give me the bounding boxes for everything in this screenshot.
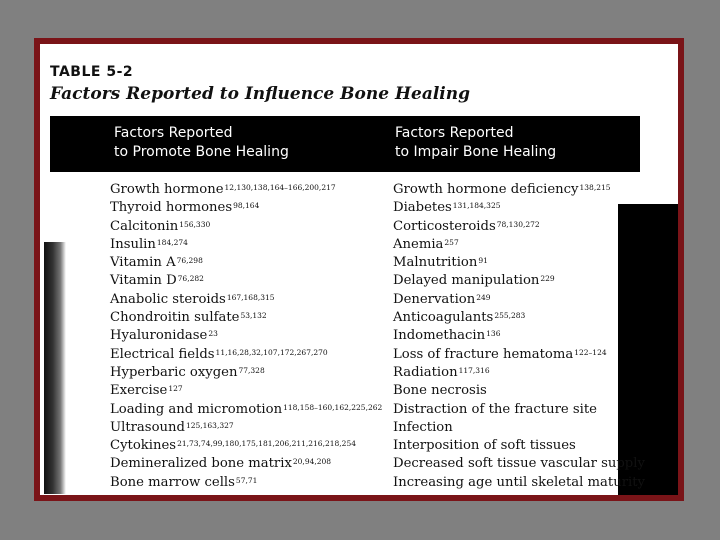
promote-item [110,401,382,419]
impair-factor-text: Growth hormone deficiency [393,182,579,197]
promote-factor-text: Electrical fields [110,346,215,362]
impair-item [393,474,645,492]
table-header-bar [50,116,640,172]
promote-reference-numbers: 57,71 [235,475,258,485]
impair-factor-text: Radiation [393,364,458,380]
impair-item [393,364,645,382]
impair-reference-numbers: 117,316 [458,365,490,375]
impair-factor-text: Infection [393,419,453,435]
promote-item [110,455,382,473]
impair-item [393,346,645,364]
impair-reference-numbers: 138,215 [579,183,611,192]
promote-item [110,382,382,400]
promote-reference-numbers: 127 [168,384,183,394]
impair-reference-numbers: 131,184,325 [452,201,501,211]
promote-item [110,346,382,364]
promote-item [110,309,382,327]
promote-reference-numbers: 184,274 [156,237,188,247]
impair-factor-text: Increasing age until skeletal maturity [393,474,645,490]
impair-reference-numbers: 91 [478,256,488,266]
impair-reference-numbers: 257 [444,237,459,247]
promote-factor-text: Exercise [110,383,168,399]
promote-item [110,327,382,345]
promote-item [110,218,382,236]
promote-item [110,272,382,290]
impair-item [393,419,645,437]
promote-factor-text: Ultrasound [110,419,185,435]
impair-item [393,437,645,455]
promote-factor-text: Vitamin A [110,255,176,271]
promote-factor-text: Demineralized bone matrix [110,456,292,472]
slide-frame [34,38,684,501]
impair-item [393,401,645,419]
impair-factor-text: Indomethacin [393,328,486,344]
promote-factor-text: Cytokines [110,438,177,454]
impair-item [393,309,645,327]
promote-item [110,236,382,254]
impair-item [393,272,645,290]
promote-item [110,181,382,199]
impair-factor-text: Interposition of soft tissues [393,438,576,454]
impair-factor-text: Malnutrition [393,255,478,271]
promote-factors-list [110,181,382,492]
impair-reference-numbers: 229 [540,274,555,284]
impair-factor-text: Bone necrosis [393,383,487,399]
impair-factors-list [393,181,645,492]
impair-factor-text: Anticoagulants [393,310,494,326]
impair-factor-text: Denervation [393,291,476,307]
impair-factor-text: Loss of fracture hematoma [393,346,574,362]
promote-reference-numbers: 125,163,327 [185,420,234,430]
promote-item [110,364,382,382]
promote-factor-text: Calcitonin [110,218,179,234]
promote-reference-numbers: 76,298 [176,256,203,266]
scan-shadow-left [44,242,66,494]
impair-reference-numbers: 78,130,272 [496,219,540,229]
promote-item [110,291,382,309]
promote-item [110,254,382,272]
promote-item [110,474,382,492]
impair-item [393,291,645,309]
promote-factor-text: Anabolic steroids [110,291,226,307]
impair-reference-numbers: 122–124 [574,347,607,357]
header-promote: Factors Reported to Promote Bone Healing [114,125,289,160]
impair-item [393,254,645,272]
promote-factor-text: Vitamin D [110,273,177,289]
promote-factor-text: Growth hormone [110,182,224,197]
impair-factor-text: Corticosteroids [393,218,496,234]
promote-reference-numbers: 98,164 [233,201,260,211]
promote-reference-numbers: 20,94,208 [292,457,332,467]
promote-factor-text: Loading and micromotion [110,401,283,417]
promote-reference-numbers: 21,73,74,99,180,175,181,206,211,216,218,254 [177,439,356,449]
promote-reference-numbers: 53,132 [240,311,267,321]
impair-item [393,455,645,473]
promote-reference-numbers: 11,16,28,32,107,172,267,270 [215,347,328,357]
promote-factor-text: Insulin [110,236,156,252]
promote-factor-text: Chondroitin sulfate [110,310,240,326]
promote-item [110,199,382,217]
promote-reference-numbers: 118,158–160,162,225,262 [283,402,383,412]
promote-reference-numbers: 23 [208,329,218,339]
table-label: TABLE 5-2 [50,64,134,80]
promote-reference-numbers: 156,330 [179,219,211,229]
scanned-table-page [40,44,678,495]
promote-reference-numbers: 76,282 [177,274,204,284]
promote-factor-text: Bone marrow cells [110,474,235,490]
impair-reference-numbers: 249 [476,292,491,302]
impair-factor-text: Decreased soft tissue vascular supply [393,456,645,472]
promote-factor-text: Hyperbaric oxygen [110,364,238,380]
impair-item [393,199,645,217]
promote-factor-text: Hyaluronidase [110,328,208,344]
impair-factor-text: Diabetes [393,200,452,216]
impair-factor-text: Distraction of the fracture site [393,401,597,417]
impair-reference-numbers: 255,283 [494,311,526,321]
promote-reference-numbers: 167,168,315 [226,292,275,302]
impair-factor-text: Anemia [393,236,444,252]
promote-reference-numbers: 77,328 [238,365,265,375]
impair-item [393,181,645,199]
promote-item [110,437,382,455]
table-title: Factors Reported to Influence Bone Healing [50,84,471,104]
promote-reference-numbers: 12,130,138,164–166,200,217 [224,183,336,192]
impair-factor-text: Delayed manipulation [393,273,540,289]
impair-item [393,382,645,400]
impair-item [393,236,645,254]
impair-reference-numbers: 136 [486,329,501,339]
header-impair: Factors Reported to Impair Bone Healing [395,125,557,160]
impair-item [393,218,645,236]
promote-factor-text: Thyroid hormones [110,200,233,216]
promote-item [110,419,382,437]
impair-item [393,327,645,345]
